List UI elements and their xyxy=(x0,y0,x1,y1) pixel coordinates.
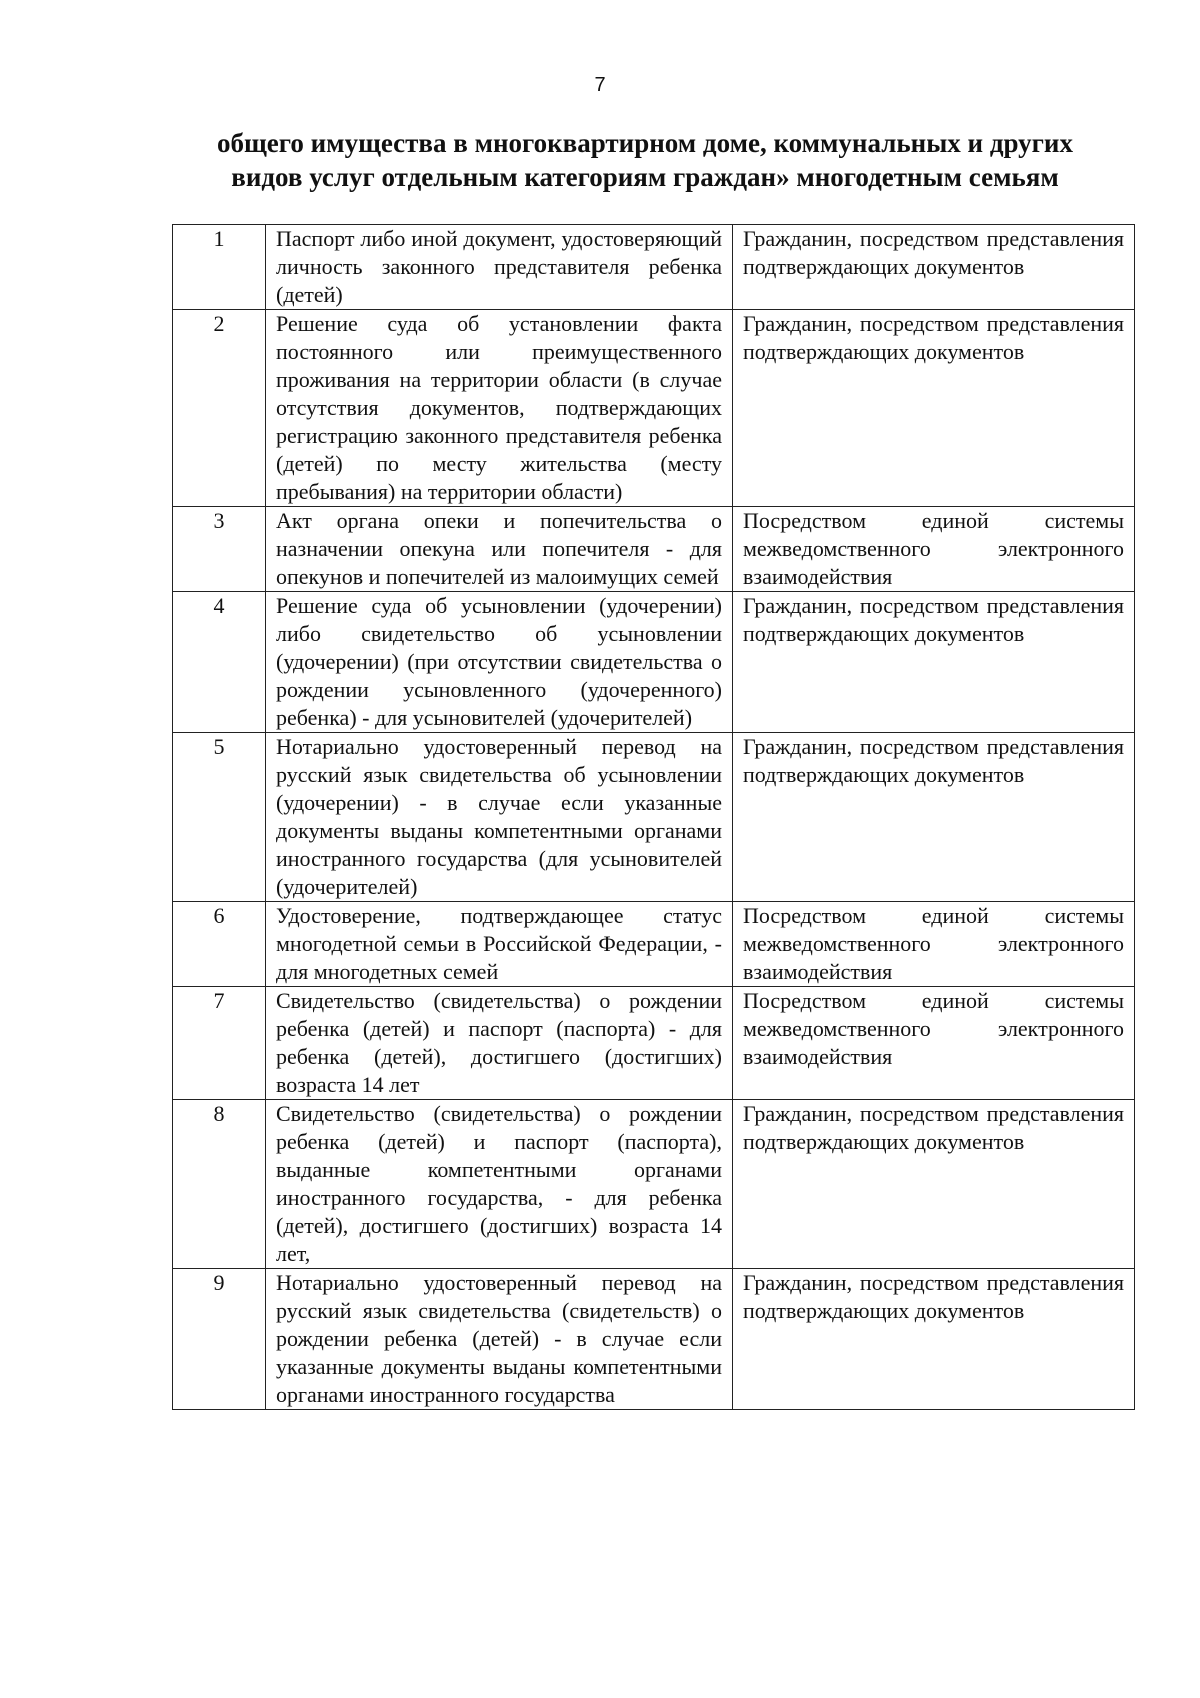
documents-table xyxy=(172,224,1135,1410)
document-name-cell: Паспорт либо иной документ, удостоверяющий личность законного представителя ребенка (детей) xyxy=(266,225,733,310)
table-row xyxy=(173,592,1135,733)
row-number: 1 xyxy=(173,225,266,310)
table-row xyxy=(173,310,1135,507)
document-name-cell: Удостоверение, подтверждающее статус многодетной семьи в Российской Федерации, - для многодетных семей xyxy=(266,902,733,987)
document-name-cell: Решение суда об установлении факта постоянного или преимущественного проживания на территории области (в случае отсутствия документов, подтверждающих регистрацию законного представителя ребенка (детей) по месту жительства (месту пребывания) на территории области) xyxy=(266,310,733,507)
document-source-cell: Гражданин, посредством представления подтверждающих документов xyxy=(733,592,1135,733)
document-source-cell: Гражданин, посредством представления подтверждающих документов xyxy=(733,310,1135,507)
row-number: 7 xyxy=(173,987,266,1100)
document-name-cell: Свидетельство (свидетельства) о рождении ребенка (детей) и паспорт (паспорта) - для ребенка (детей), достигшего (достигших) возраста 14 лет xyxy=(266,987,733,1100)
document-name-cell: Нотариально удостоверенный перевод на русский язык свидетельства (свидетельств) о рождении ребенка (детей) - в случае если указанные документы выданы компетентными органами иностранного государства xyxy=(266,1269,733,1410)
document-source-cell: Гражданин, посредством представления подтверждающих документов xyxy=(733,1100,1135,1269)
table-row xyxy=(173,225,1135,310)
table-row xyxy=(173,1269,1135,1410)
table-row xyxy=(173,1100,1135,1269)
document-source-cell: Гражданин, посредством представления подтверждающих документов xyxy=(733,225,1135,310)
document-name-cell: Решение суда об усыновлении (удочерении) либо свидетельство об усыновлении (удочерении) (при отсутствии свидетельства о рождении усыновленного (удочеренного) ребенка) - для усыновителей (удочерителей) xyxy=(266,592,733,733)
table-row xyxy=(173,902,1135,987)
row-number: 9 xyxy=(173,1269,266,1410)
row-number: 2 xyxy=(173,310,266,507)
page-title xyxy=(150,126,1140,194)
table-row xyxy=(173,507,1135,592)
title-line-2: видов услуг отдельным категориям граждан» многодетным семьям xyxy=(231,162,1059,192)
document-name-cell: Акт органа опеки и попечительства о назначении опекуна или попечителя - для опекунов и попечителей из малоимущих семей xyxy=(266,507,733,592)
document-name-cell: Свидетельство (свидетельства) о рождении ребенка (детей) и паспорт (паспорта), выданные компетентными органами иностранного государства, - для ребенка (детей), достигшего (достигших) возраста 14 лет, xyxy=(266,1100,733,1269)
document-source-cell: Посредством единой системы межведомственного электронного взаимодействия xyxy=(733,987,1135,1100)
documents-table-body xyxy=(173,225,1135,1410)
title-line-1: общего имущества в многоквартирном доме, коммунальных и других xyxy=(217,128,1073,158)
document-name-cell: Нотариально удостоверенный перевод на русский язык свидетельства об усыновлении (удочерении) - в случае если указанные документы выданы компетентными органами иностранного государства (для усыновителей (удочерителей) xyxy=(266,733,733,902)
document-source-cell: Посредством единой системы межведомственного электронного взаимодействия xyxy=(733,902,1135,987)
table-row xyxy=(173,733,1135,902)
page-number: 7 xyxy=(594,74,606,96)
document-source-cell: Посредством единой системы межведомственного электронного взаимодействия xyxy=(733,507,1135,592)
row-number: 6 xyxy=(173,902,266,987)
row-number: 5 xyxy=(173,733,266,902)
document-source-cell: Гражданин, посредством представления подтверждающих документов xyxy=(733,733,1135,902)
row-number: 3 xyxy=(173,507,266,592)
document-source-cell: Гражданин, посредством представления подтверждающих документов xyxy=(733,1269,1135,1410)
row-number: 8 xyxy=(173,1100,266,1269)
table-row xyxy=(173,987,1135,1100)
row-number: 4 xyxy=(173,592,266,733)
